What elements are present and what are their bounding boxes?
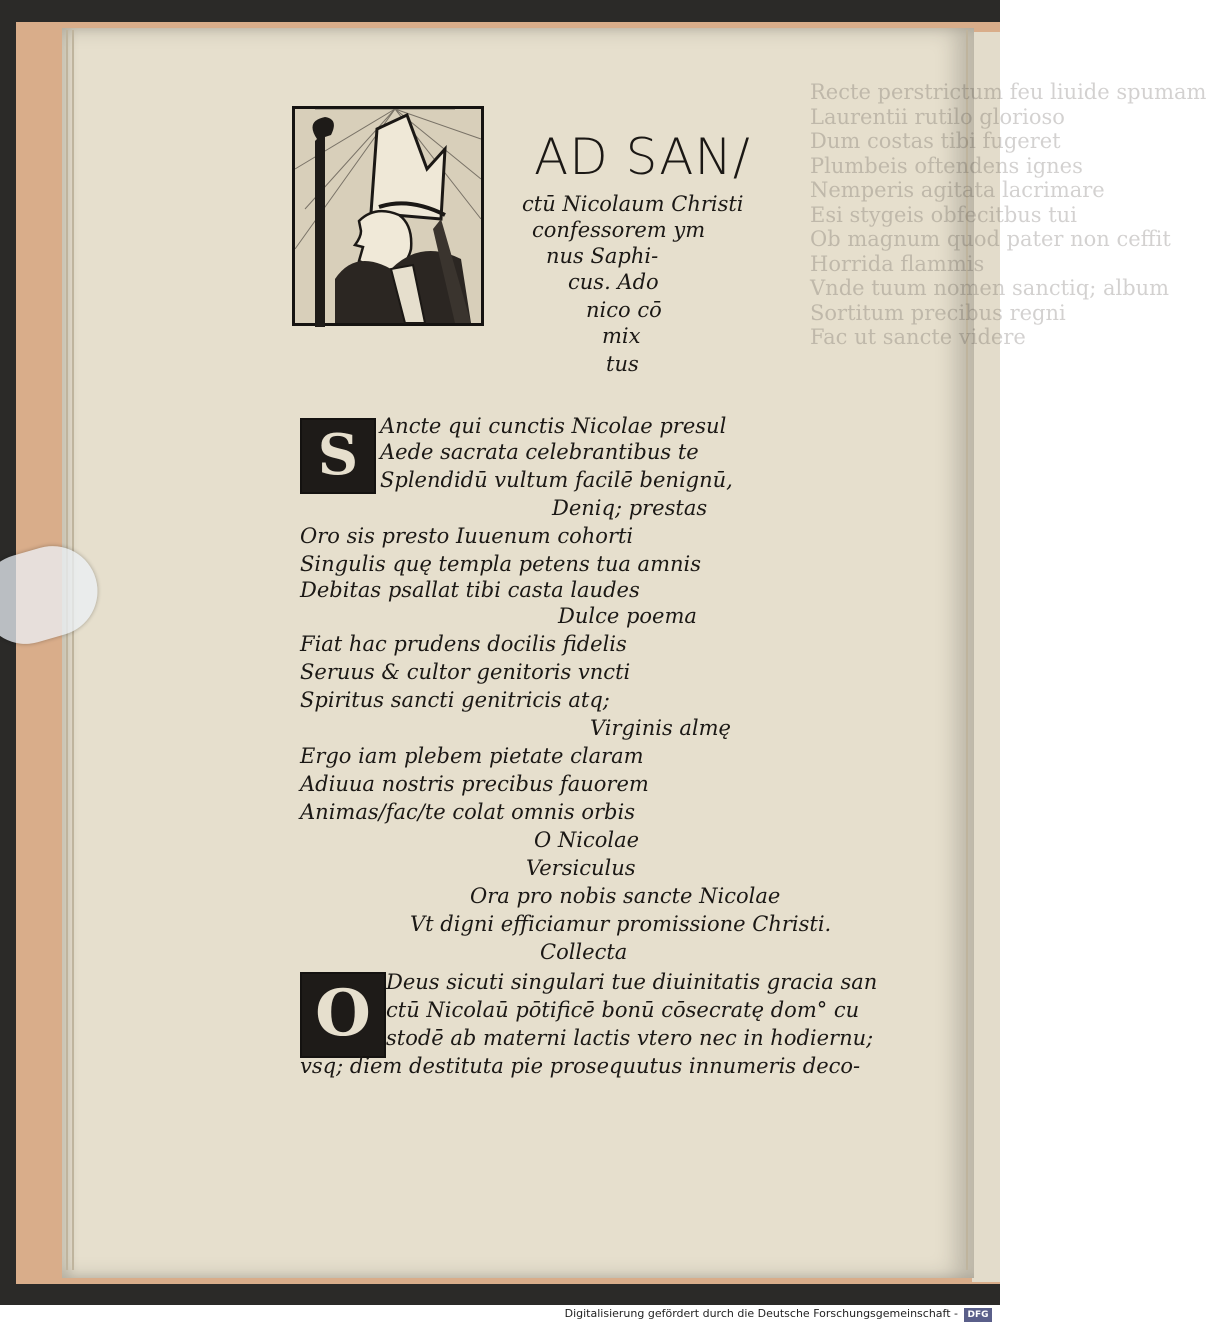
title-line: confessorem ym [532,218,706,242]
hymn-line: Fiat hac prudens docilis fidelis [300,632,627,656]
page-edge-line [72,30,74,1270]
decorated-initial-o: O [300,972,386,1058]
hymn-line: Dulce poema [558,604,697,628]
hymn-line: Adiuua nostris precibus fauorem [300,772,649,796]
title-line: mix [602,324,641,348]
hymn-line: Splendidū vultum facilē benignū, [380,468,733,492]
hymn-line: Debitas psallat tibi casta laudes [300,578,640,602]
title-line: cus. Ado [568,270,659,294]
hymn-line: O Nicolae [534,828,640,852]
page-edge-line [66,30,68,1270]
hymn-line: Spiritus sancti genitricis atq; [300,688,610,712]
collect-line: stodē ab materni lactis vtero nec in hodiernu; [386,1026,874,1050]
collect-label: Collecta [540,940,628,964]
hymn-line: Singulis quę templa petens tua amnis [300,552,702,576]
bishop-woodcut-illustration [292,106,484,326]
footer-credit: Digitalisierung gefördert durch die Deutsche Forschungsgemeinschaft - [564,1307,958,1320]
collect-line: ctū Nicolaū pōtificē bonū cōsecratę dom° cu [386,998,860,1022]
bleed-through-text: Recte perstrictum feu liuide spumam Laurentii rutilo glorioso Dum costas tibi fugeret Plumbeis oftendens ignes Nemperis agitata lacrimare Esi stygeis obfecitbus tui Ob magnum quod pater non ceffit Horrida flammis Vnde tuum nomen sanctiq; album Sortitum precibus regni Fac ut sancte videre [810,80,1206,349]
hymn-line: Oro sis presto Iuuenum cohorti [300,524,634,548]
footer-bar [0,1305,1000,1326]
hymn-line: Virginis almę [590,716,731,740]
title-heading: AD SAN/ [534,128,751,186]
versicle-line: Ora pro nobis sancte Nicolae [470,884,781,908]
decorated-initial-s: S [300,418,376,494]
hymn-line: Ergo iam plebem pietate claram [300,744,644,768]
hymn-line: Ancte qui cunctis Nicolae presul [380,414,727,438]
collect-line: Deus sicuti singulari tue diuinitatis gracia san [386,970,878,994]
hymn-line: Seruus & cultor genitoris vncti [300,660,631,684]
dfg-logo-icon: DFG [964,1308,992,1322]
title-line: ctū Nicolaum Christi [522,192,744,216]
hymn-line: Animas/fac/te colat omnis orbis [300,800,635,824]
versicle-line: Vt digni efficiamur promissione Christi. [410,912,832,936]
title-line: nus Saphi- [546,244,659,268]
title-line: nico cō [586,298,662,322]
collect-line: vsq; diem destituta pie prosequutus innumeris deco- [300,1054,861,1078]
title-line: tus [606,352,639,376]
versicle-label: Versiculus [526,856,636,880]
hymn-line: Deniq; prestas [552,496,708,520]
hymn-line: Aede sacrata celebrantibus te [380,440,699,464]
